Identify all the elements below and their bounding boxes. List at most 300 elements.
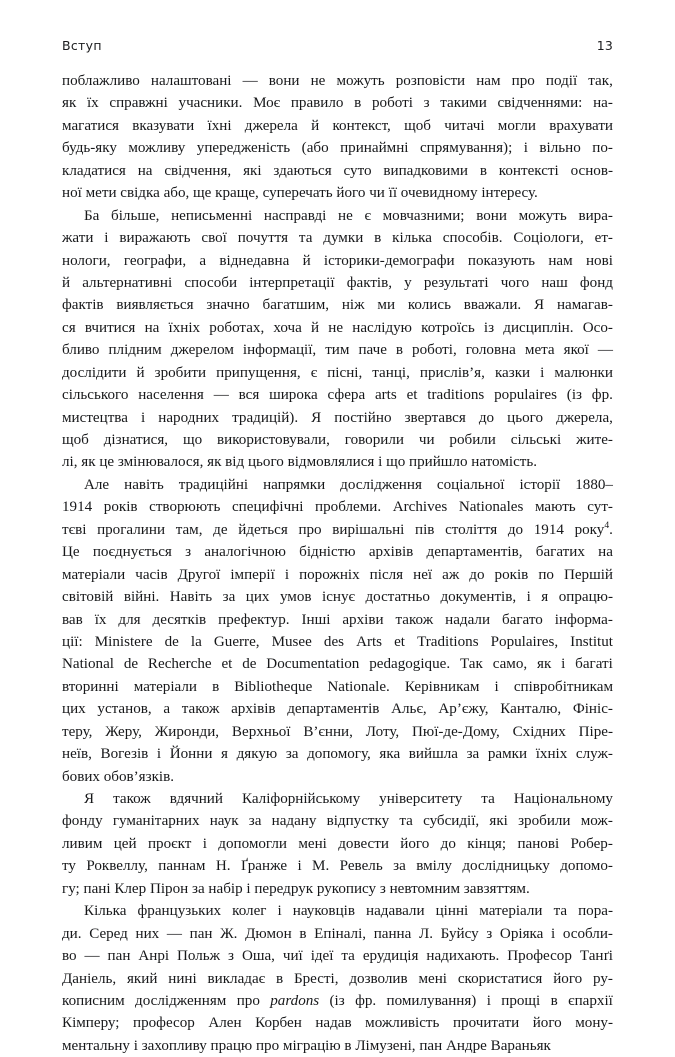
word: кілька [392, 230, 432, 247]
word: соціальної [436, 476, 505, 493]
word: плідним [108, 342, 162, 359]
word: цінні [435, 903, 469, 920]
paragraph [62, 900, 613, 1057]
word: на [598, 544, 613, 561]
word: populaires [494, 387, 557, 404]
word: та [553, 903, 568, 920]
word: та [341, 948, 355, 965]
word: вав [62, 611, 83, 628]
word: прислів’я, [419, 364, 485, 381]
paragraph [62, 70, 613, 205]
word: жати [62, 230, 94, 247]
word: із [483, 319, 495, 336]
word: Анрі [138, 948, 170, 965]
word: Жиронди, [154, 723, 220, 740]
word: нологи, [62, 252, 111, 269]
word: Альє, [391, 701, 427, 718]
word: Фініс- [572, 701, 613, 718]
word: Н. [215, 858, 231, 875]
word: будь-яку [62, 140, 117, 157]
word: ми [377, 297, 396, 314]
text-line [62, 653, 613, 675]
word: вдячний [169, 791, 223, 807]
word: не [328, 319, 344, 336]
word: його [400, 835, 430, 852]
word: котроїсь [421, 319, 475, 336]
word: їх [86, 95, 99, 112]
word: бідністю [299, 544, 356, 561]
word: вказувати [132, 117, 195, 134]
word: панові [517, 835, 560, 852]
word: опрацю- [558, 589, 613, 606]
word: Ревель [339, 858, 383, 875]
word: років [103, 499, 138, 516]
word: в [354, 95, 362, 112]
word: субсидії, [423, 813, 480, 830]
word: й [311, 117, 320, 134]
word: наш [541, 274, 568, 291]
word: надавали [366, 903, 425, 920]
text-line [62, 698, 613, 720]
word: і [104, 230, 109, 247]
text-line [62, 923, 613, 945]
word: Професор [507, 948, 572, 965]
word: матеріали [479, 903, 543, 920]
word: і [540, 364, 545, 381]
word: на [137, 162, 153, 179]
word: et [394, 633, 406, 650]
text-line [62, 429, 613, 451]
word: прочитати [452, 1015, 520, 1032]
word: справжні [109, 95, 168, 112]
text-line [62, 70, 613, 92]
word: Кімперу; [62, 1015, 120, 1032]
word: Ж. [220, 925, 238, 942]
text-line [62, 900, 613, 922]
word: пів [415, 521, 435, 538]
text-line [62, 676, 613, 698]
word: історії [519, 476, 561, 493]
word: традиційні [178, 476, 249, 493]
word: читачі [444, 117, 485, 134]
word: департаментів, [426, 544, 523, 561]
word: я [221, 746, 228, 763]
word: також [113, 791, 151, 807]
word: Жеру, [105, 723, 142, 740]
word: Musee [271, 633, 312, 650]
word: довести [338, 835, 389, 852]
word: Йонни [169, 746, 213, 763]
word: й [311, 319, 320, 336]
word: в [374, 230, 382, 247]
word: Моє [253, 95, 281, 112]
word: як [537, 656, 552, 673]
text-line [62, 721, 613, 743]
word: поблажливо [62, 73, 140, 89]
text-line [62, 519, 613, 541]
text-line [62, 990, 613, 1012]
word: контекст, [332, 117, 391, 134]
word: Інші [301, 611, 331, 628]
word: а [199, 252, 207, 269]
word: установ, [97, 701, 152, 718]
word: Оріяка [499, 925, 544, 942]
word: помилування) [386, 992, 477, 1009]
word: мону- [575, 1015, 613, 1032]
word: вся [238, 387, 260, 404]
word: Guerre, [213, 633, 260, 650]
word: Traditions [417, 633, 479, 650]
text-line [62, 92, 613, 114]
word: і [277, 903, 282, 920]
word: Я [84, 791, 95, 807]
word: і [494, 678, 499, 695]
word: упередженість [196, 140, 291, 157]
word: Ґранже [240, 858, 288, 875]
word: префектур. [218, 611, 290, 628]
word: надану [271, 813, 317, 830]
word: танці, [372, 364, 410, 381]
word: здаються [273, 162, 332, 179]
word: та [481, 791, 495, 807]
word: Другої [177, 566, 221, 583]
word: університету [379, 791, 463, 807]
word: дозволив [349, 970, 408, 987]
word: результаті [423, 274, 489, 291]
word: думки [323, 230, 364, 247]
word: пора- [578, 903, 613, 920]
word: фактів, [346, 274, 393, 291]
word: ет- [594, 230, 613, 247]
word: et [406, 387, 418, 404]
word: во [62, 948, 77, 965]
word: архівів [368, 544, 414, 561]
word: Танґі [579, 948, 613, 965]
word: і [284, 566, 290, 583]
word: вира- [578, 207, 613, 224]
word: про [511, 73, 535, 89]
word: спрямування); [419, 140, 513, 157]
word: який [126, 970, 158, 987]
word: і [297, 858, 302, 875]
word: В’єнни, [303, 723, 353, 740]
word: могли [497, 117, 536, 134]
word: вони [268, 73, 300, 89]
word: наслідую [352, 319, 412, 336]
word: в [395, 342, 404, 359]
text-line [62, 586, 613, 608]
word: є [310, 364, 318, 381]
word: traditions [427, 387, 485, 404]
word: допомо- [560, 858, 613, 875]
word: умов [279, 589, 312, 606]
word: Institut [570, 633, 613, 650]
word: кописним [62, 992, 125, 1009]
word: співробітникам [513, 678, 613, 695]
word: дослідити [62, 364, 127, 381]
word: цих [62, 701, 86, 718]
word: і [486, 992, 491, 1009]
word: також [395, 611, 434, 628]
word: дослідженням [135, 992, 227, 1009]
word: Канталю, [500, 701, 562, 718]
page-number: 13 [596, 38, 613, 53]
word: фонду [62, 813, 103, 830]
word: Так [459, 656, 483, 673]
text-line [62, 339, 613, 361]
word: говорили [344, 432, 404, 448]
word: Ministere [94, 633, 153, 650]
text-line: ментальну і захопливу працю про міграцію в Лімузені, пан Андре Вараньяк [62, 1037, 551, 1054]
text-line [62, 855, 613, 877]
text-line [62, 496, 613, 518]
word: широка [269, 387, 318, 404]
word: Каліфорнійському [241, 791, 361, 807]
word: (із [566, 387, 582, 404]
word: 1914 [533, 521, 564, 538]
word: з [486, 925, 493, 942]
word: (або [301, 140, 329, 157]
word: пан [107, 948, 131, 965]
word: дослідницьку [462, 858, 550, 875]
word: ту [62, 858, 76, 875]
word: і [561, 656, 566, 673]
word: професор [133, 1015, 195, 1032]
word: pedagogique. [369, 656, 451, 673]
word: них [135, 925, 160, 942]
word: ся [62, 319, 76, 336]
word: війні. [123, 589, 160, 606]
word: не [310, 73, 326, 89]
text-line [62, 205, 613, 227]
word: інформації, [242, 342, 317, 359]
word: до [469, 566, 485, 583]
word: ру- [593, 970, 613, 987]
word: сільського [62, 387, 129, 404]
word: я [541, 589, 549, 606]
word: колег [232, 903, 267, 920]
word: роботі, [412, 342, 457, 359]
word: багатшим, [262, 297, 330, 314]
word: щоб [404, 117, 431, 134]
word: джерелом [170, 342, 234, 359]
word: фр. [591, 387, 613, 404]
word: неїв, [62, 746, 92, 763]
word: Верхньої [231, 723, 291, 740]
word: arts [374, 387, 397, 404]
word: так, [588, 73, 613, 89]
word: ції: [62, 633, 83, 650]
word: документів, [440, 589, 517, 606]
word: і [550, 925, 556, 942]
word: зробити [154, 364, 207, 381]
paragraph [62, 205, 613, 474]
word: і [202, 835, 207, 852]
word: Дюмон [245, 925, 292, 942]
word: можуть [518, 207, 567, 224]
word: вторинні [62, 678, 119, 695]
text-line [62, 160, 613, 182]
word: викладає [207, 970, 266, 987]
word: поєднується [92, 544, 172, 561]
word: Arts [356, 633, 383, 650]
word: французьких [137, 903, 222, 920]
word: — [242, 73, 258, 89]
word: звертався [404, 409, 466, 426]
word: Я [534, 297, 545, 314]
text-line [62, 362, 613, 384]
word: нам [476, 73, 501, 89]
word: допомогли [218, 835, 287, 852]
word: та [298, 230, 313, 247]
word: можуть [336, 73, 385, 89]
word: джерела, [556, 409, 613, 426]
word: de [242, 656, 257, 673]
word: єпархії [568, 992, 613, 1009]
text-line [62, 474, 613, 496]
word: часів [135, 566, 168, 583]
word: імперії [230, 566, 275, 583]
word: дізнатися, [103, 432, 169, 448]
word: фр. [355, 992, 377, 1009]
text-line [62, 945, 613, 967]
word: вирішальні [332, 521, 405, 538]
word: Я [311, 409, 322, 426]
text-line [62, 407, 613, 429]
word: сут- [587, 499, 613, 516]
word: де [213, 521, 228, 538]
word: в [212, 678, 220, 695]
word: прогалини [97, 521, 166, 538]
word: альтернативні [82, 274, 173, 291]
text-line [62, 294, 613, 316]
word: розповісти [395, 73, 466, 89]
word: їхні [207, 117, 232, 134]
text-line [62, 631, 613, 653]
word: порожніх [299, 566, 360, 583]
paragraph [62, 788, 613, 900]
word: Populaires, [490, 633, 559, 650]
word: намагав- [556, 297, 613, 314]
word: а [163, 701, 171, 718]
word: в [299, 925, 307, 942]
word: робили [449, 432, 496, 448]
word: ідеї [310, 948, 334, 965]
word: за [466, 746, 480, 763]
word: — [166, 925, 182, 942]
word: des [323, 633, 345, 650]
word: Nationales [458, 499, 524, 516]
word: малюнки [554, 364, 613, 381]
word: Осо- [582, 319, 613, 336]
word: Documentation [266, 656, 360, 673]
word: їхніх [535, 746, 568, 763]
word: проєкт [147, 835, 192, 852]
word: за [285, 746, 299, 763]
word: ніж [341, 297, 365, 314]
footnote-marker[interactable]: 4 [604, 519, 610, 531]
word: нині [168, 970, 197, 987]
word: вмілу [416, 858, 452, 875]
word: в [479, 162, 487, 179]
word: кладатися [62, 162, 126, 179]
word: панна [373, 925, 412, 942]
text-line [62, 384, 613, 406]
word: по- [592, 140, 613, 157]
text-line [62, 541, 613, 563]
word: вчитися [84, 319, 136, 336]
word: та [399, 813, 413, 830]
word: Бресті, [293, 970, 339, 987]
word: Роквеллу, [86, 858, 148, 875]
word: Ален [208, 1015, 242, 1032]
word: Керівникам [404, 678, 480, 695]
word: правило [290, 95, 344, 112]
word: багато [501, 611, 543, 628]
text-line [62, 968, 613, 990]
word: Кілька [84, 903, 127, 920]
text-line: лі, як це змінювалося, як від цього відмовлялися і що прийшло натомість. [62, 454, 538, 471]
word: за [222, 589, 236, 606]
word: аж [442, 566, 460, 583]
word: 1880– [575, 476, 613, 493]
word: традицій). [232, 409, 299, 426]
word: Серед [89, 925, 128, 942]
word: Буйсу [440, 925, 479, 942]
word: Даніель, [62, 970, 117, 987]
word: цих [245, 589, 270, 606]
word: випадковими [383, 162, 468, 179]
word: способів. [442, 230, 503, 247]
word: свідчення, [164, 162, 232, 179]
word: архіви [342, 611, 384, 628]
word: чого [500, 274, 530, 291]
word: надихають. [426, 948, 500, 965]
word: вільно [539, 140, 581, 157]
word: можливість [365, 1015, 440, 1032]
word: створюють [149, 499, 221, 516]
word: навіть [124, 476, 164, 493]
word: принаймні [340, 140, 409, 157]
word: казки [494, 364, 531, 381]
word: про [298, 521, 322, 538]
word: бливо [62, 342, 100, 359]
word: тим [325, 342, 350, 359]
word: пісні, [327, 364, 363, 381]
word: свої [201, 230, 227, 247]
word: як [62, 95, 77, 112]
word: і [156, 746, 162, 763]
word: Східних [512, 723, 566, 740]
text-line [62, 115, 613, 137]
word: більше, [111, 207, 160, 224]
word: Піре- [578, 723, 613, 740]
word: рамки [487, 746, 528, 763]
word: багатих [535, 544, 585, 561]
word: способи [184, 274, 238, 291]
word: магатися [62, 117, 119, 134]
word: Польж [177, 948, 221, 965]
word: архівів [231, 701, 276, 718]
word: мовчазними; [382, 207, 465, 224]
text-line [62, 317, 613, 339]
word: сфера [327, 387, 366, 404]
word: мають [534, 499, 576, 516]
word [270, 990, 319, 1012]
word: також [181, 701, 220, 718]
word: колись [407, 297, 451, 314]
word: народних [158, 409, 220, 426]
